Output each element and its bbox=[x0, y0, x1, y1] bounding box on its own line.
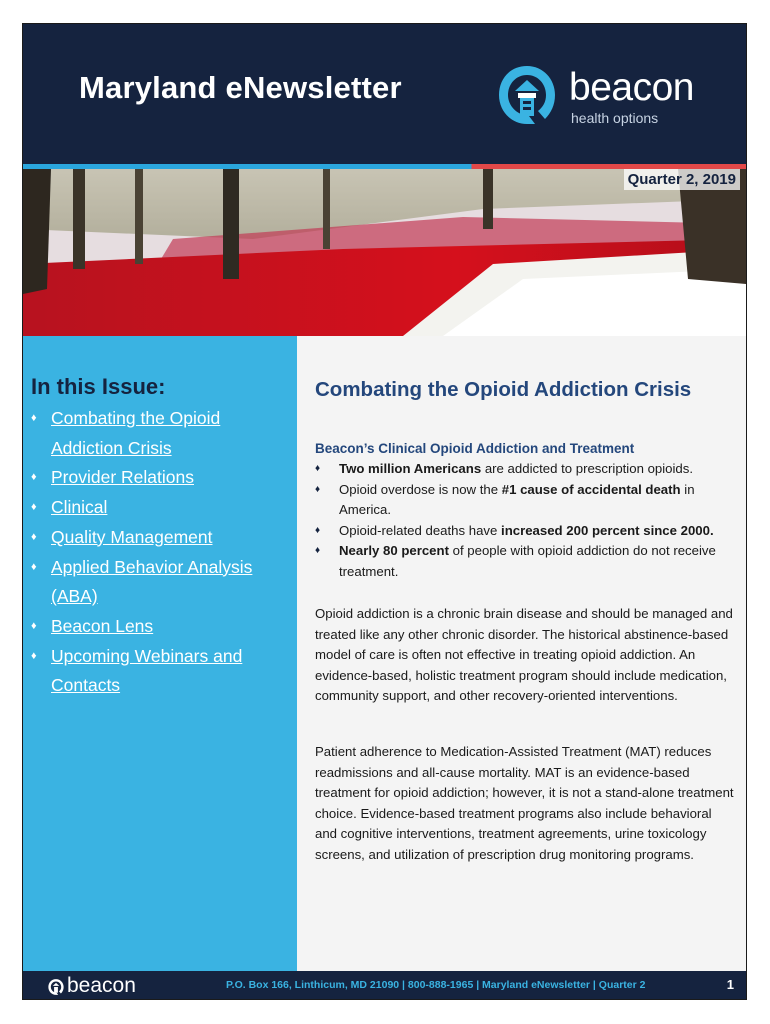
diamond-bullet-icon: ♦ bbox=[315, 483, 321, 495]
article-column bbox=[297, 336, 746, 971]
footer-beacon-logo[interactable] bbox=[47, 974, 136, 998]
beacon-lighthouse-icon bbox=[495, 62, 559, 128]
toc-link-clinical[interactable]: Clinical bbox=[51, 497, 108, 518]
toc-link-aba[interactable]: Applied Behavior Analysis (ABA) bbox=[51, 556, 253, 607]
article-paragraph-1: Opioid addiction is a chronic brain disease and should be managed and treated like any other chronic disorder. The historical abstinence-based model of care is often not effective in treating opioid addiction. An evidence-based, holistic treatment program should include medication, community support, and other recovery-oriented interventions. bbox=[315, 606, 733, 703]
footer-contact-line: P.O. Box 166, Linthicum, MD 21090 | 800-888-1965 | Maryland eNewsletter | Quarter 2 bbox=[226, 979, 646, 991]
diamond-bullet-icon: ♦ bbox=[315, 524, 321, 536]
page-number: 1 bbox=[726, 977, 734, 992]
beacon-logo[interactable] bbox=[495, 62, 735, 128]
list-item: ♦ Nearly 80 percent of people with opioid addiction do not receive treatment. bbox=[315, 543, 716, 579]
diamond-bullet-icon: ♦ bbox=[31, 530, 37, 543]
masthead bbox=[23, 24, 746, 164]
diamond-bullet-icon: ♦ bbox=[31, 619, 37, 632]
list-item: ♦ Opioid overdose is now the #1 cause of accidental death in America. bbox=[315, 481, 695, 517]
table-of-contents bbox=[31, 404, 293, 701]
diamond-bullet-icon: ♦ bbox=[31, 649, 37, 662]
toc-item[interactable] bbox=[31, 404, 293, 463]
list-item: ♦ Opioid-related deaths have increased 200 percent since 2000. bbox=[315, 521, 740, 542]
diamond-bullet-icon: ♦ bbox=[31, 501, 37, 514]
footer-logo-wordmark: beacon bbox=[67, 974, 136, 997]
list-item: ♦ Two million Americans are addicted to prescription opioids. bbox=[315, 459, 740, 480]
logo-wordmark: beacon bbox=[569, 66, 694, 109]
beacon-lighthouse-icon bbox=[47, 978, 65, 996]
diamond-bullet-icon: ♦ bbox=[31, 471, 37, 484]
logo-tagline: health options bbox=[571, 110, 659, 126]
toc-link-webinars-contacts[interactable]: Upcoming Webinars and Contacts bbox=[51, 645, 243, 696]
newsletter-title: Maryland eNewsletter bbox=[79, 70, 402, 105]
toc-link-quality-management[interactable]: Quality Management bbox=[51, 526, 213, 547]
toc-link-opioid[interactable]: Combating the Opioid Addiction Crisis bbox=[51, 408, 221, 458]
article-subtitle: Beacon’s Clinical Opioid Addiction and Treatment bbox=[315, 441, 635, 456]
newsletter-page bbox=[22, 23, 747, 1000]
toc-item[interactable] bbox=[31, 612, 293, 642]
article-title: Combating the Opioid Addiction Crisis bbox=[315, 378, 692, 401]
diamond-bullet-icon: ♦ bbox=[315, 545, 321, 556]
fact-list bbox=[315, 459, 740, 582]
toc-item[interactable] bbox=[31, 463, 293, 493]
issue-date: Quarter 2, 2019 bbox=[624, 169, 740, 190]
toc-item[interactable] bbox=[31, 642, 293, 701]
diamond-bullet-icon: ♦ bbox=[31, 560, 37, 573]
toc-item[interactable] bbox=[31, 553, 293, 612]
diamond-bullet-icon: ♦ bbox=[315, 463, 321, 474]
toc-link-beacon-lens[interactable]: Beacon Lens bbox=[51, 615, 154, 636]
tulip-garden-photo bbox=[23, 169, 746, 336]
page-footer bbox=[23, 971, 746, 999]
toc-item[interactable] bbox=[31, 493, 293, 523]
diamond-bullet-icon: ♦ bbox=[31, 412, 37, 424]
toc-link-provider-relations[interactable]: Provider Relations bbox=[51, 467, 194, 488]
sidebar-heading: In this Issue: bbox=[31, 374, 166, 399]
toc-item[interactable] bbox=[31, 523, 293, 553]
article-paragraph-2: Patient adherence to Medication-Assisted Treatment (MAT) reduces readmissions and all-cause mortality. MAT is an evidence-based treatment for opioid addiction; however, it is not a stand-alone treatment choice. Evidence-based treatment programs also include behavioral and cognitive interventions, treatment agreements, urine toxicology screens, and utilization of prescription drug monitoring programs. bbox=[315, 744, 734, 862]
in-this-issue-sidebar bbox=[23, 336, 297, 971]
